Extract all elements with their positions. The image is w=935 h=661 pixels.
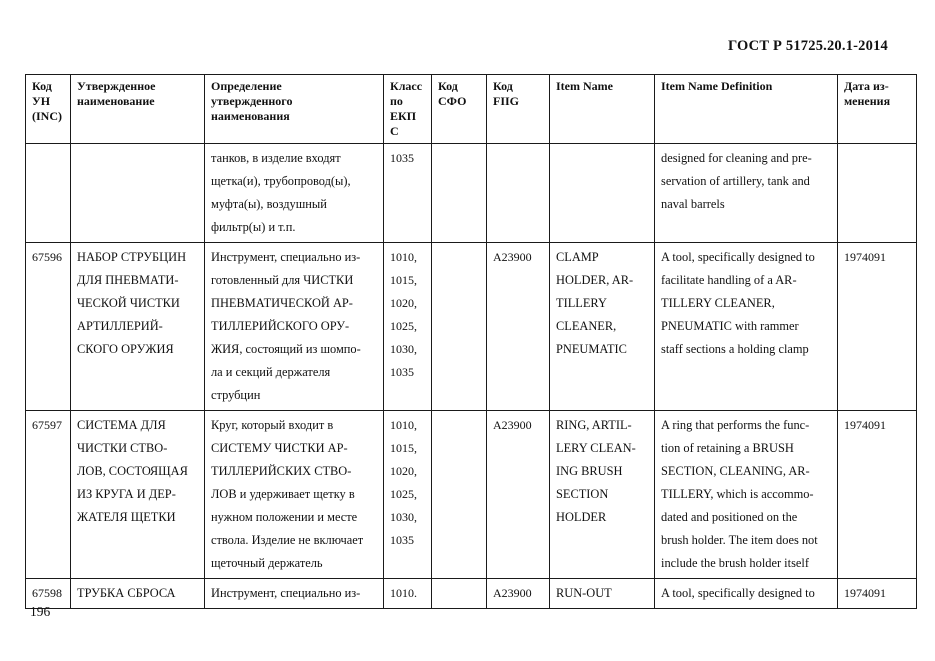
col-inc-header — [26, 75, 71, 144]
col-fiig-header — [487, 75, 550, 144]
header-line: по — [390, 94, 403, 108]
cell-line: PNEUMATIC with rammer — [661, 319, 799, 333]
item-name-cell — [550, 243, 655, 411]
header-line: С — [390, 124, 399, 138]
sfo-code-cell — [432, 579, 487, 609]
header-line: Определение — [211, 79, 282, 93]
header-line: утвержденного — [211, 94, 293, 108]
col-sfo-header — [432, 75, 487, 144]
cell-line: 1035 — [390, 151, 414, 165]
cell-line: ЧИСТКИ СТВО- — [77, 441, 168, 455]
cell-line: include the brush holder itself — [661, 556, 809, 570]
cell-line: 1010, — [390, 250, 417, 264]
header-line: наименование — [77, 94, 155, 108]
header-line: Дата из- — [844, 79, 889, 93]
cell-line: щетка(и), трубопровод(ы), — [211, 174, 351, 188]
cell-line: LERY CLEAN- — [556, 441, 636, 455]
cell-line: A ring that performs the func- — [661, 418, 810, 432]
cell-line: naval barrels — [661, 197, 725, 211]
cell-line: 1035 — [390, 533, 414, 547]
cell-line: ствола. Изделие не включает — [211, 533, 364, 547]
header-line: ЕКП — [390, 109, 417, 123]
item-definition-cell — [655, 579, 838, 609]
cell-line: Инструмент, специально из- — [211, 586, 361, 600]
cell-line: 1025, — [390, 487, 417, 501]
cell-line: ТИЛЛЕРИЙСКИХ СТВО- — [211, 464, 352, 478]
cell-line: ла и секций держателя — [211, 365, 331, 379]
document-code: ГОСТ Р 51725.20.1-2014 — [727, 38, 888, 54]
class-cell — [384, 579, 432, 609]
cell-line: staff sections a holding clamp — [661, 342, 809, 356]
cell-line: муфта(ы), воздушный — [211, 197, 327, 211]
fiig-code-cell: A23900 — [487, 579, 550, 609]
cell-line: ЖАТЕЛЯ ЩЕТКИ — [77, 510, 176, 524]
cell-line: TILLERY, which is accommo- — [661, 487, 814, 501]
header-line: Код — [493, 79, 513, 93]
col-item-definition-header — [655, 75, 838, 144]
cell-line: ДЛЯ ПНЕВМАТИ- — [77, 273, 179, 287]
fiig-code-cell: A23900 — [487, 411, 550, 579]
cell-line: ЧЕСКОЙ ЧИСТКИ — [77, 296, 180, 310]
cell-line: RUN-OUT — [556, 586, 612, 600]
cell-line: designed for cleaning and pre- — [661, 151, 812, 165]
col-definition-header — [205, 75, 384, 144]
cell-line: 1025, — [390, 319, 417, 333]
cell-line: СКОГО ОРУЖИЯ — [77, 342, 174, 356]
cell-line: Инструмент, специально из- — [211, 250, 361, 264]
header-line: менения — [844, 94, 891, 108]
item-name-cell — [550, 144, 655, 243]
fiig-code-cell: A23900 — [487, 243, 550, 411]
cell-line: 1030, — [390, 510, 417, 524]
definition-cell — [205, 243, 384, 411]
definition-cell — [205, 144, 384, 243]
cell-line: TILLERY — [556, 296, 607, 310]
cell-line: brush holder. The item does not — [661, 533, 818, 547]
cell-line: HOLDER — [556, 510, 607, 524]
cell-line: SECTION — [556, 487, 609, 501]
col-change-date-header — [838, 75, 917, 144]
header-line: Код — [438, 79, 458, 93]
cell-line: A tool, specifically designed to — [661, 250, 815, 264]
approved-name-cell — [71, 411, 205, 579]
header-line: УН — [32, 94, 51, 108]
sfo-code-cell — [432, 144, 487, 243]
definition-cell — [205, 411, 384, 579]
cell-line: facilitate handling of a AR- — [661, 273, 797, 287]
cell-line: струбцин — [211, 388, 261, 402]
table-row — [26, 411, 917, 579]
cell-line: ЛОВ, СОСТОЯЩАЯ — [77, 464, 188, 478]
cell-line: танков, в изделие входят — [211, 151, 341, 165]
cell-line: ТРУБКА СБРОСА — [77, 586, 176, 600]
inc-code-cell: 67596 — [26, 243, 71, 411]
cell-line: PNEUMATIC — [556, 342, 627, 356]
classifier-table — [25, 74, 917, 609]
cell-line: ПНЕВМАТИЧЕСКОЙ АР- — [211, 296, 353, 310]
cell-line: CLEANER, — [556, 319, 617, 333]
cell-line: ING BRUSH — [556, 464, 623, 478]
header-line: наименования — [211, 109, 290, 123]
item-definition-cell — [655, 243, 838, 411]
header-line: FIIG — [493, 94, 520, 108]
inc-code-cell: 67597 — [26, 411, 71, 579]
cell-line: HOLDER, AR- — [556, 273, 634, 287]
fiig-code-cell — [487, 144, 550, 243]
cell-line: 1030, — [390, 342, 417, 356]
cell-line: 1010, — [390, 418, 417, 432]
col-item-name-header — [550, 75, 655, 144]
col-class-header — [384, 75, 432, 144]
item-name-cell — [550, 579, 655, 609]
table-body — [26, 144, 917, 609]
cell-line: ЖИЯ, состоящий из шомпо- — [211, 342, 361, 356]
table-header-row — [26, 75, 917, 144]
cell-line: НАБОР СТРУБЦИН — [77, 250, 187, 264]
approved-name-cell — [71, 579, 205, 609]
inc-code-cell: 67598 — [26, 579, 71, 609]
cell-line: ЛОВ и удерживает щетку в — [211, 487, 355, 501]
cell-line: АРТИЛЛЕРИЙ- — [77, 319, 163, 333]
class-cell — [384, 243, 432, 411]
cell-line: щеточный держатель — [211, 556, 323, 570]
sfo-code-cell — [432, 411, 487, 579]
cell-line: нужном положении и месте — [211, 510, 358, 524]
cell-line: СИСТЕМА ДЛЯ — [77, 418, 166, 432]
cell-line: servation of artillery, tank and — [661, 174, 810, 188]
cell-line: CLAMP — [556, 250, 599, 264]
cell-line: фильтр(ы) и т.п. — [211, 220, 296, 234]
cell-line: СИСТЕМУ ЧИСТКИ АР- — [211, 441, 348, 455]
cell-line: готовленный для ЧИСТКИ — [211, 273, 354, 287]
cell-line: tion of retaining a BRUSH — [661, 441, 794, 455]
table-row — [26, 579, 917, 609]
header-line: (INC) — [32, 109, 62, 123]
cell-line: 1035 — [390, 365, 414, 379]
approved-name-cell — [71, 144, 205, 243]
class-cell — [384, 144, 432, 243]
cell-line: TILLERY CLEANER, — [661, 296, 775, 310]
cell-line: RING, ARTIL- — [556, 418, 632, 432]
header-line: Item Name Definition — [661, 79, 773, 93]
cell-line: ТИЛЛЕРИЙСКОГО ОРУ- — [211, 319, 350, 333]
cell-line: dated and positioned on the — [661, 510, 798, 524]
header-line: Item Name — [556, 79, 613, 93]
cell-line: A tool, specifically designed to — [661, 586, 815, 600]
change-date-cell: 1974091 — [838, 579, 917, 609]
cell-line: ИЗ КРУГА И ДЕР- — [77, 487, 176, 501]
header-line: Класс — [390, 79, 423, 93]
item-name-cell — [550, 411, 655, 579]
cell-line: 1020, — [390, 464, 417, 478]
cell-line: SECTION, CLEANING, AR- — [661, 464, 810, 478]
cell-line: Круг, который входит в — [211, 418, 334, 432]
page-number: 196 — [30, 604, 51, 619]
table-row — [26, 144, 917, 243]
header-line: СФО — [438, 94, 467, 108]
table-row — [26, 243, 917, 411]
definition-cell — [205, 579, 384, 609]
header-line: Утвержденное — [77, 79, 156, 93]
change-date-cell — [838, 144, 917, 243]
inc-code-cell — [26, 144, 71, 243]
item-definition-cell — [655, 144, 838, 243]
change-date-cell: 1974091 — [838, 243, 917, 411]
sfo-code-cell — [432, 243, 487, 411]
col-approved-name-header — [71, 75, 205, 144]
cell-line: 1010. — [390, 586, 417, 600]
cell-line: 1015, — [390, 273, 417, 287]
item-definition-cell — [655, 411, 838, 579]
change-date-cell: 1974091 — [838, 411, 917, 579]
header-line: Код — [32, 79, 52, 93]
cell-line: 1015, — [390, 441, 417, 455]
class-cell — [384, 411, 432, 579]
cell-line: 1020, — [390, 296, 417, 310]
approved-name-cell — [71, 243, 205, 411]
